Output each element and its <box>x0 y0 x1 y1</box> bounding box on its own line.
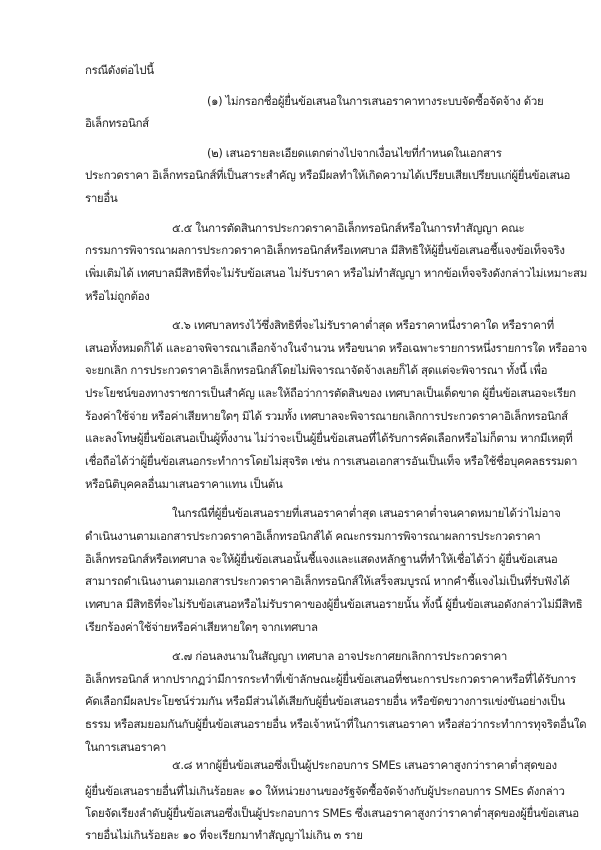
text-line: เรียกร้องค่าใช้จ่ายหรือค่าเสียหายใดๆ จากเทศบาล <box>85 620 318 634</box>
text-line: อิเล็กทรอนิกส์ หากปรากฏว่ามีการกระทำที่เข้าลักษณะผู้ยื่นข้อเสนอที่ชนะการประกวดราคาหรือที่ได้รับการ <box>85 672 576 686</box>
text-line: หรือไม่ถูกต้อง <box>85 289 150 303</box>
text-line: และลงโทษผู้ยื่นข้อเสนอเป็นผู้ทิ้งงาน ไม่ว่าจะเป็นผู้ยื่นข้อเสนอที่ได้รับการคัดเลือกหรือไม่ก็ตาม หากมีเหตุที่ <box>85 431 573 445</box>
text-line: อิเล็กทรอนิกส์หรือเทศบาล จะให้ผู้ยื่นข้อเสนอนั้นชี้แจงและแสดงหลักฐานที่ทำให้เชื่อได้ว่า ผู้ยื่นข้อเสนอ <box>85 552 558 566</box>
text-line: ร้องค่าใช้จ่าย หรือค่าเสียหายใดๆ มิได้ รวมทั้ง เทศบาลจะพิจารณายกเลิกการประกวดราคาอิเล็กทรอนิกส์ <box>85 409 568 423</box>
text-line: ผู้ยื่นข้อเสนอรายอื่นที่ไม่เกินร้อยละ ๑๐ ให้หน่วยงานของรัฐจัดซื้อจัดจ้างกับผู้ประกอบการ SMEs ดังกล่าว <box>85 784 565 798</box>
text-line: จะยกเลิก การประกวดราคาอิเล็กทรอนิกส์โดยไม่พิจารณาจัดจ้างเลยก็ได้ สุดแต่จะพิจารณา ทั้งนี้ เพื่อ <box>85 363 548 377</box>
text-line: ประกวดราคา อิเล็กทรอนิกส์ที่เป็นสาระสำคัญ หรือมีผลทำให้เกิดความได้เปรียบเสียเปรียบแก่ผู้ยื่นข้อเสนอ <box>85 168 571 182</box>
text-line: รายอื่น <box>85 191 118 205</box>
text-line: ประโยชน์ของทางราชการเป็นสำคัญ และให้ถือว่าการตัดสินของ เทศบาลเป็นเด็ดขาด ผู้ยื่นข้อเสนอจะเรียก <box>85 386 576 400</box>
text-line: กรณีดังต่อไปนี้ <box>85 63 154 77</box>
text-line: เสนอทั้งหมดก็ได้ และอาจพิจารณาเลือกจ้างในจำนวน หรือขนาด หรือเฉพาะรายการหนึ่งรายการใด หรืออาจ <box>85 341 587 355</box>
text-line: ๕.๕ ในการตัดสินการประกวดราคาอิเล็กทรอนิกส์หรือในการทำสัญญา คณะ <box>172 221 525 235</box>
text-line: ธรรม หรือสมยอมกันกับผู้ยื่นข้อเสนอรายอื่น หรือเจ้าหน้าที่ในการเสนอราคา หรือส่อว่ากระทำการทุจริตอื่นใด <box>85 717 587 731</box>
text-line: เชื่อถือได้ว่าผู้ยื่นข้อเสนอกระทำการโดยไม่สุจริต เช่น การเสนอเอกสารอันเป็นเท็จ หรือใช้ชื่อบุคคลธรรมดา <box>85 454 578 468</box>
text-line: คัดเลือกมีผลประโยชน์ร่วมกัน หรือมีส่วนได้เสียกับผู้ยื่นข้อเสนอรายอื่น หรือขัดขวางการแข่งขันอย่างเป็น <box>85 694 565 708</box>
text-line: ๕.๘ หากผู้ยื่นข้อเสนอซึ่งเป็นผู้ประกอบการ SMEs เสนอราคาสูงกว่าราคาต่ำสุดของ <box>172 758 557 772</box>
text-line: สามารถดำเนินงานตามเอกสารประกวดราคาอิเล็กทรอนิกส์ให้เสร็จสมบูรณ์ หากคำชี้แจงไม่เป็นที่รับฟังได้ <box>85 574 570 588</box>
text-line: ๕.๗ ก่อนลงนามในสัญญา เทศบาล อาจประกาศยกเลิกการประกวดราคา <box>172 649 507 663</box>
text-line: ในการเสนอราคา <box>85 740 167 754</box>
text-line: กรรมการพิจารณาผลการประกวดราคาอิเล็กทรอนิกส์หรือเทศบาล มีสิทธิให้ผู้ยื่นข้อเสนอชี้แจงข้อเท็จจริง <box>85 243 565 257</box>
text-line: (๒) เสนอรายละเอียดแตกต่างไปจากเงื่อนไขที่กำหนดในเอกสาร <box>207 146 502 160</box>
text-line: ๕.๖ เทศบาลทรงไว้ซึ่งสิทธิที่จะไม่รับราคาต่ำสุด หรือราคาหนึ่งราคาใด หรือราคาที่ <box>172 318 554 332</box>
text-line: ดำเนินงานตามเอกสารประกวดราคาอิเล็กทรอนิกส์ได้ คณะกรรมการพิจารณาผลการประกวดราคา <box>85 529 541 543</box>
text-line: เพิ่มเติมได้ เทศบาลมีสิทธิที่จะไม่รับข้อเสนอ ไม่รับราคา หรือไม่ทำสัญญา หากข้อเท็จจริงดังกล่าวไม่เหมาะสม <box>85 266 587 280</box>
text-line: ในกรณีที่ผู้ยื่นข้อเสนอรายที่เสนอราคาต่ำสุด เสนอราคาต่ำจนคาดหมายได้ว่าไม่อาจ <box>172 506 561 520</box>
text-line: (๑) ไม่กรอกชื่อผู้ยื่นข้อเสนอในการเสนอราคาทางระบบจัดซื้อจัดจ้าง ด้วย <box>207 94 544 108</box>
text-line: โดยจัดเรียงลำดับผู้ยื่นข้อเสนอซึ่งเป็นผู้ประกอบการ SMEs ซึ่งเสนอราคาสูงกว่าราคาต่ำสุดของผู้ยื่นข้อเสนอ <box>85 806 579 820</box>
text-line: หรือนิติบุคคลอื่นมาเสนอราคาแทน เป็นต้น <box>85 477 283 491</box>
text-line: เทศบาล มีสิทธิที่จะไม่รับข้อเสนอหรือไม่รับราคาของผู้ยื่นข้อเสนอรายนั้น ทั้งนี้ ผู้ยื่นข้อเสนอดังกล่าวไม่มีสิทธิ <box>85 597 583 611</box>
text-line: อิเล็กทรอนิกส์ <box>85 116 149 130</box>
text-line: รายอื่นไม่เกินร้อยละ ๑๐ ที่จะเรียกมาทำสัญญาไม่เกิน ๓ ราย <box>85 828 363 842</box>
